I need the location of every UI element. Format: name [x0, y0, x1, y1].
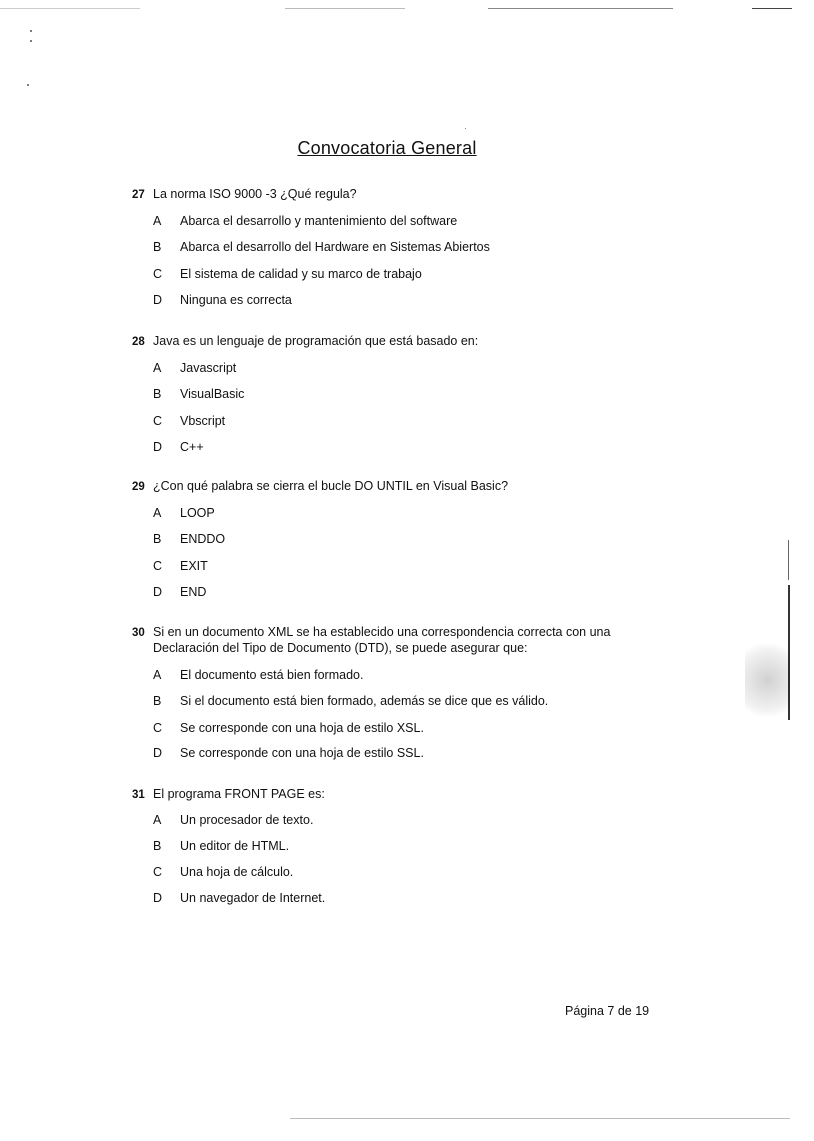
- option-text: Vbscript: [180, 414, 226, 428]
- question-number: 29: [132, 481, 145, 493]
- option-d: [153, 439, 204, 455]
- option-text: Se corresponde con una hoja de estilo XSL.: [180, 721, 424, 735]
- option-letter: B: [153, 694, 162, 708]
- option-b: [153, 531, 225, 547]
- option-d: [153, 745, 424, 761]
- option-text: END: [180, 585, 207, 599]
- option-c: [153, 864, 293, 880]
- scan-artifact-bar: [788, 540, 789, 580]
- question-text-line2: Declaración del Tipo de Documento (DTD), se puede asegurar que:: [153, 641, 528, 655]
- question-text: Java es un lenguaje de programación que está basado en:: [153, 334, 479, 348]
- option-text: Javascript: [180, 361, 237, 375]
- option-b: [153, 838, 289, 854]
- scan-artifact-dot: [465, 128, 466, 129]
- scan-artifact-top-right: [488, 8, 673, 9]
- option-c: [153, 720, 424, 736]
- question-text: La norma ISO 9000 -3 ¿Qué regula?: [153, 187, 357, 201]
- option-text: LOOP: [180, 506, 215, 520]
- option-letter: B: [153, 387, 162, 401]
- option-text: Abarca el desarrollo y mantenimiento del software: [180, 214, 458, 228]
- scan-artifact-bottom: [290, 1118, 790, 1119]
- option-letter: D: [153, 293, 163, 307]
- option-letter: B: [153, 240, 162, 254]
- option-text: EXIT: [180, 559, 208, 573]
- option-text: Un navegador de Internet.: [180, 891, 326, 905]
- option-letter: A: [153, 668, 162, 682]
- option-a: [153, 213, 457, 229]
- option-letter: D: [153, 891, 163, 905]
- question-number: 31: [132, 789, 145, 801]
- option-b: [153, 386, 244, 402]
- option-letter: A: [153, 214, 162, 228]
- scan-artifact-top-mid: [285, 8, 405, 9]
- option-b: [153, 693, 548, 709]
- option-letter: B: [153, 532, 162, 546]
- scan-artifact-dot: [27, 84, 29, 86]
- question-text-line1: Si en un documento XML se ha establecido una correspondencia correcta con una: [153, 625, 611, 639]
- option-text: Un procesador de texto.: [180, 813, 314, 827]
- question-text: El programa FRONT PAGE es:: [153, 787, 325, 801]
- scan-artifact-speckle: [745, 635, 790, 725]
- question-number: 30: [132, 627, 145, 639]
- option-text: Se corresponde con una hoja de estilo SSL.: [180, 746, 424, 760]
- option-letter: A: [153, 361, 162, 375]
- option-text: El documento está bien formado.: [180, 668, 364, 682]
- option-letter: D: [153, 585, 163, 599]
- option-letter: A: [153, 506, 162, 520]
- option-letter: D: [153, 440, 163, 454]
- option-text: Un editor de HTML.: [180, 839, 290, 853]
- option-text: Ninguna es correcta: [180, 293, 292, 307]
- option-letter: C: [153, 559, 163, 573]
- option-letter: C: [153, 721, 163, 735]
- option-text: ENDDO: [180, 532, 226, 546]
- scan-artifact-top-left: [0, 8, 140, 9]
- option-b: [153, 239, 490, 255]
- option-d: [153, 890, 325, 906]
- option-c: [153, 413, 225, 429]
- option-text: Si el documento está bien formado, además se dice que es válido.: [180, 694, 549, 708]
- option-d: [153, 584, 206, 600]
- option-c: [153, 266, 422, 282]
- question-number: 28: [132, 336, 145, 348]
- option-letter: D: [153, 746, 163, 760]
- question-text: ¿Con qué palabra se cierra el bucle DO UNTIL en Visual Basic?: [153, 479, 509, 493]
- scan-artifact-top-far-right: [752, 8, 792, 9]
- option-a: [153, 505, 215, 521]
- option-text: Una hoja de cálculo.: [180, 865, 294, 879]
- option-text: Abarca el desarrollo del Hardware en Sistemas Abiertos: [180, 240, 490, 254]
- question-number: 27: [132, 189, 145, 201]
- option-text: El sistema de calidad y su marco de trabajo: [180, 267, 422, 281]
- scan-artifact-dot: [30, 30, 32, 32]
- option-text: C++: [180, 440, 204, 454]
- option-letter: A: [153, 813, 162, 827]
- option-text: VisualBasic: [180, 387, 245, 401]
- option-letter: C: [153, 865, 163, 879]
- option-a: [153, 360, 236, 376]
- option-a: [153, 667, 363, 683]
- option-letter: C: [153, 267, 163, 281]
- option-letter: B: [153, 839, 162, 853]
- scan-artifact-dot: [30, 40, 32, 42]
- option-c: [153, 558, 208, 574]
- option-d: [153, 292, 292, 308]
- page-number: Página 7 de 19: [565, 1004, 650, 1018]
- page-title: Convocatoria General: [297, 138, 477, 158]
- option-letter: C: [153, 414, 163, 428]
- option-a: [153, 812, 313, 828]
